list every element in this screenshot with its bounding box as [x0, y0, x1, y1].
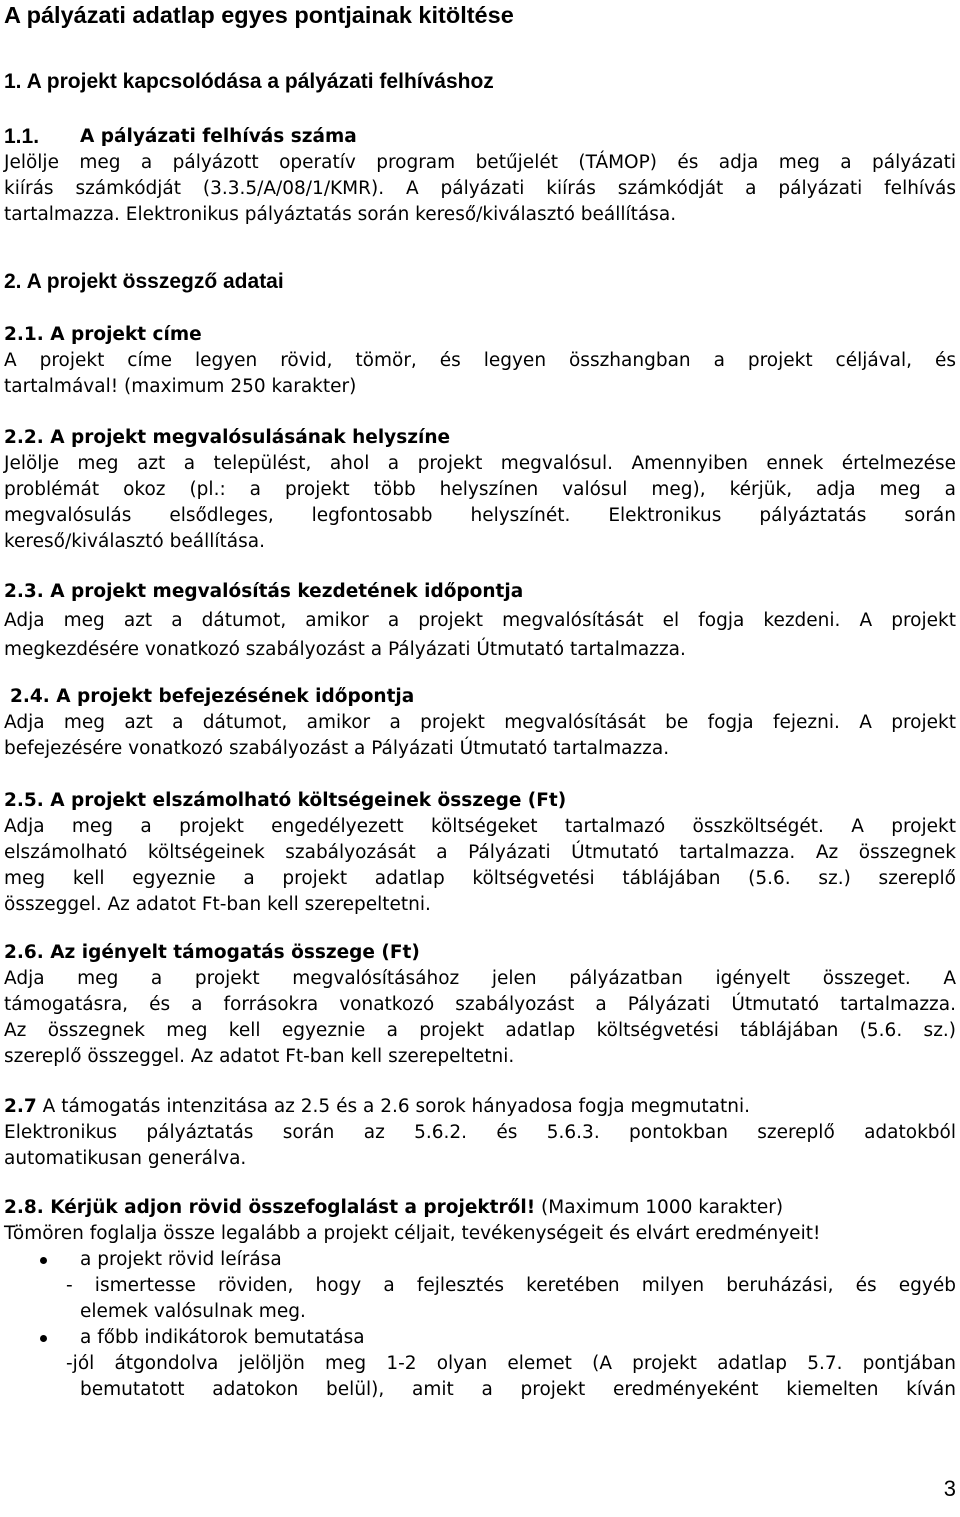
section-2-8-intro: Tömören foglalja össze legalább a projekt céljait, tevékenységeit és elvárt eredményeit!: [4, 1223, 821, 1244]
section-2-1-line: tartalmával! (maximum 250 karakter): [4, 376, 357, 397]
section-2-4-line: befejezésére vonatkozó szabályozást a Pályázati Útmutató tartalmazza.: [4, 738, 670, 759]
section-2-5-line: összeggel. Az adatot Ft-ban kell szerepeltetni.: [4, 894, 431, 915]
section-2-7-number: 2.7: [4, 1096, 37, 1117]
document-title: A pályázati adatlap egyes pontjainak kitöltése: [4, 2, 514, 28]
section-1-1-line: Jelölje meg a pályázott operatív program betűjelét (TÁMOP) és adja meg a pályázati: [4, 152, 956, 173]
section-2-6-line: támogatásra, és a forrásokra vonatkozó szabályozást a Pályázati Útmutató tartalmazza.: [4, 994, 956, 1015]
section-2-heading: [4, 269, 284, 295]
section-2-3-line: megkezdésére vonatkozó szabályozást a Pályázati Útmutató tartalmazza.: [4, 639, 686, 660]
section-2-6-title: 2.6. Az igényelt támogatás összege (Ft): [4, 942, 420, 963]
section-2-6: [4, 940, 956, 1070]
section-2-2-title: 2.2. A projekt megvalósulásának helyszíne: [4, 427, 451, 448]
section-2-4: [4, 684, 956, 762]
detail-line: - ismertesse röviden, hogy a fejlesztés keretében milyen beruházási, és egyéb: [66, 1275, 956, 1296]
section-2-8: [4, 1195, 956, 1247]
bullet-icon: [40, 1335, 47, 1342]
section-2-5: [4, 788, 956, 918]
section-2-7-first-text: A támogatás intenzitása az 2.5 és a 2.6 sorok hányadosa fogja megmutatni.: [36, 1096, 750, 1117]
section-2-3-line: Adja meg azt a dátumot, amikor a projekt megvalósítását el fogja kezdeni. A projekt: [4, 610, 956, 631]
summary-bullets: [4, 1247, 956, 1273]
section-2-7-line: automatikusan generálva.: [4, 1148, 247, 1169]
section-1-1-number: 1.1.: [4, 125, 40, 148]
section-2-8-title-note: (Maximum 1000 karakter): [535, 1197, 784, 1218]
section-2-5-title: 2.5. A projekt elszámolható költségeinek összege (Ft): [4, 790, 567, 811]
section-2-3-title: 2.3. A projekt megvalósítás kezdetének időpontja: [4, 581, 524, 602]
section-2-8-title-line: [4, 1195, 956, 1221]
section-2-2-line: Jelölje meg azt a települést, ahol a projekt megvalósul. Amennyiben ennek értelmezése: [4, 453, 956, 474]
section-1-title: A projekt kapcsolódása a pályázati felhíváshoz: [26, 70, 494, 93]
section-2-1-title: 2.1. A projekt címe: [4, 324, 202, 345]
section-2-2-line: kereső/kiválasztó beállítása.: [4, 531, 265, 552]
detail-line: -jól átgondolva jelöljön meg 1-2 olyan elemet (A projekt adatlap 5.7. pontjában: [66, 1353, 956, 1374]
section-2-7-first-line: [4, 1094, 956, 1120]
section-2-6-line: Az összegnek meg kell egyeznie a projekt adatlap költségvetési táblájában (5.6. sz.): [4, 1020, 956, 1041]
section-2-1-line: A projekt címe legyen rövid, tömör, és legyen összhangban a projekt céljával, és: [4, 350, 956, 371]
section-1-heading: [4, 69, 494, 95]
bullet-text: a projekt rövid leírása: [80, 1249, 282, 1270]
section-2-5-line: Adja meg a projekt engedélyezett költségeket tartalmazó összköltségét. A projekt: [4, 816, 956, 837]
list-item: [4, 1247, 956, 1273]
section-1-1-line: kiírás számkódját (3.3.5/A/08/1/KMR). A pályázati kiírás számkódját a pályázati felhívás: [4, 178, 956, 199]
bullet-icon: [40, 1257, 47, 1264]
section-2-7: [4, 1094, 956, 1172]
section-2-2-line: problémát okoz (pl.: a projekt több helyszínen valósul meg), kérjük, adja meg a: [4, 479, 956, 500]
section-1-1-title: A pályázati felhívás száma: [80, 126, 357, 147]
section-2-7-line: Elektronikus pályáztatás során az 5.6.2. és 5.6.3. pontokban szereplő adatokból: [4, 1122, 956, 1143]
detail-line: bemutatott adatokon belül), amit a projekt eredményeként kiemelten kíván: [80, 1379, 956, 1400]
section-2-3: [4, 577, 956, 664]
list-item: [4, 1325, 956, 1351]
section-2-6-line: szereplő összeggel. Az adatot Ft-ban kell szerepeltetni.: [4, 1046, 515, 1067]
section-2-5-line: elszámolható költségeinek szabályozását a Pályázati Útmutató tartalmazza. Az összegnek: [4, 842, 956, 863]
section-2-4-title: 2.4. A projekt befejezésének időpontja: [10, 686, 415, 707]
section-1-1: [4, 124, 956, 228]
section-2-5-line: meg kell egyeznie a projekt adatlap költségvetési táblájában (5.6. sz.) szereplő: [4, 868, 956, 889]
section-1-number: 1.: [4, 70, 22, 93]
section-2-2-line: megvalósulás elsődleges, legfontosabb helyszínét. Elektronikus pályáztatás során: [4, 505, 956, 526]
page-number: 3: [943, 1476, 956, 1501]
section-2-8-title: 2.8. Kérjük adjon rövid összefoglalást a projektről!: [4, 1197, 536, 1218]
section-2-title: A projekt összegző adatai: [26, 270, 284, 293]
section-2-4-line: Adja meg azt a dátumot, amikor a projekt megvalósítását be fogja fejezni. A projekt: [4, 712, 956, 733]
section-2-2: [4, 425, 956, 555]
section-2-6-line: Adja meg a projekt megvalósításához jelen pályázatban igényelt összeget. A: [4, 968, 956, 989]
summary-bullets-2: [4, 1325, 956, 1351]
section-1-1-line: tartalmazza. Elektronikus pályáztatás során kereső/kiválasztó beállítása.: [4, 204, 677, 225]
bullet-2-detail: [66, 1351, 956, 1403]
section-2-number: 2.: [4, 270, 22, 293]
bullet-1-detail: [66, 1273, 956, 1325]
detail-line: elemek valósulnak meg.: [80, 1301, 306, 1322]
section-2-1: [4, 322, 956, 400]
bullet-text: a főbb indikátorok bemutatása: [80, 1327, 365, 1348]
